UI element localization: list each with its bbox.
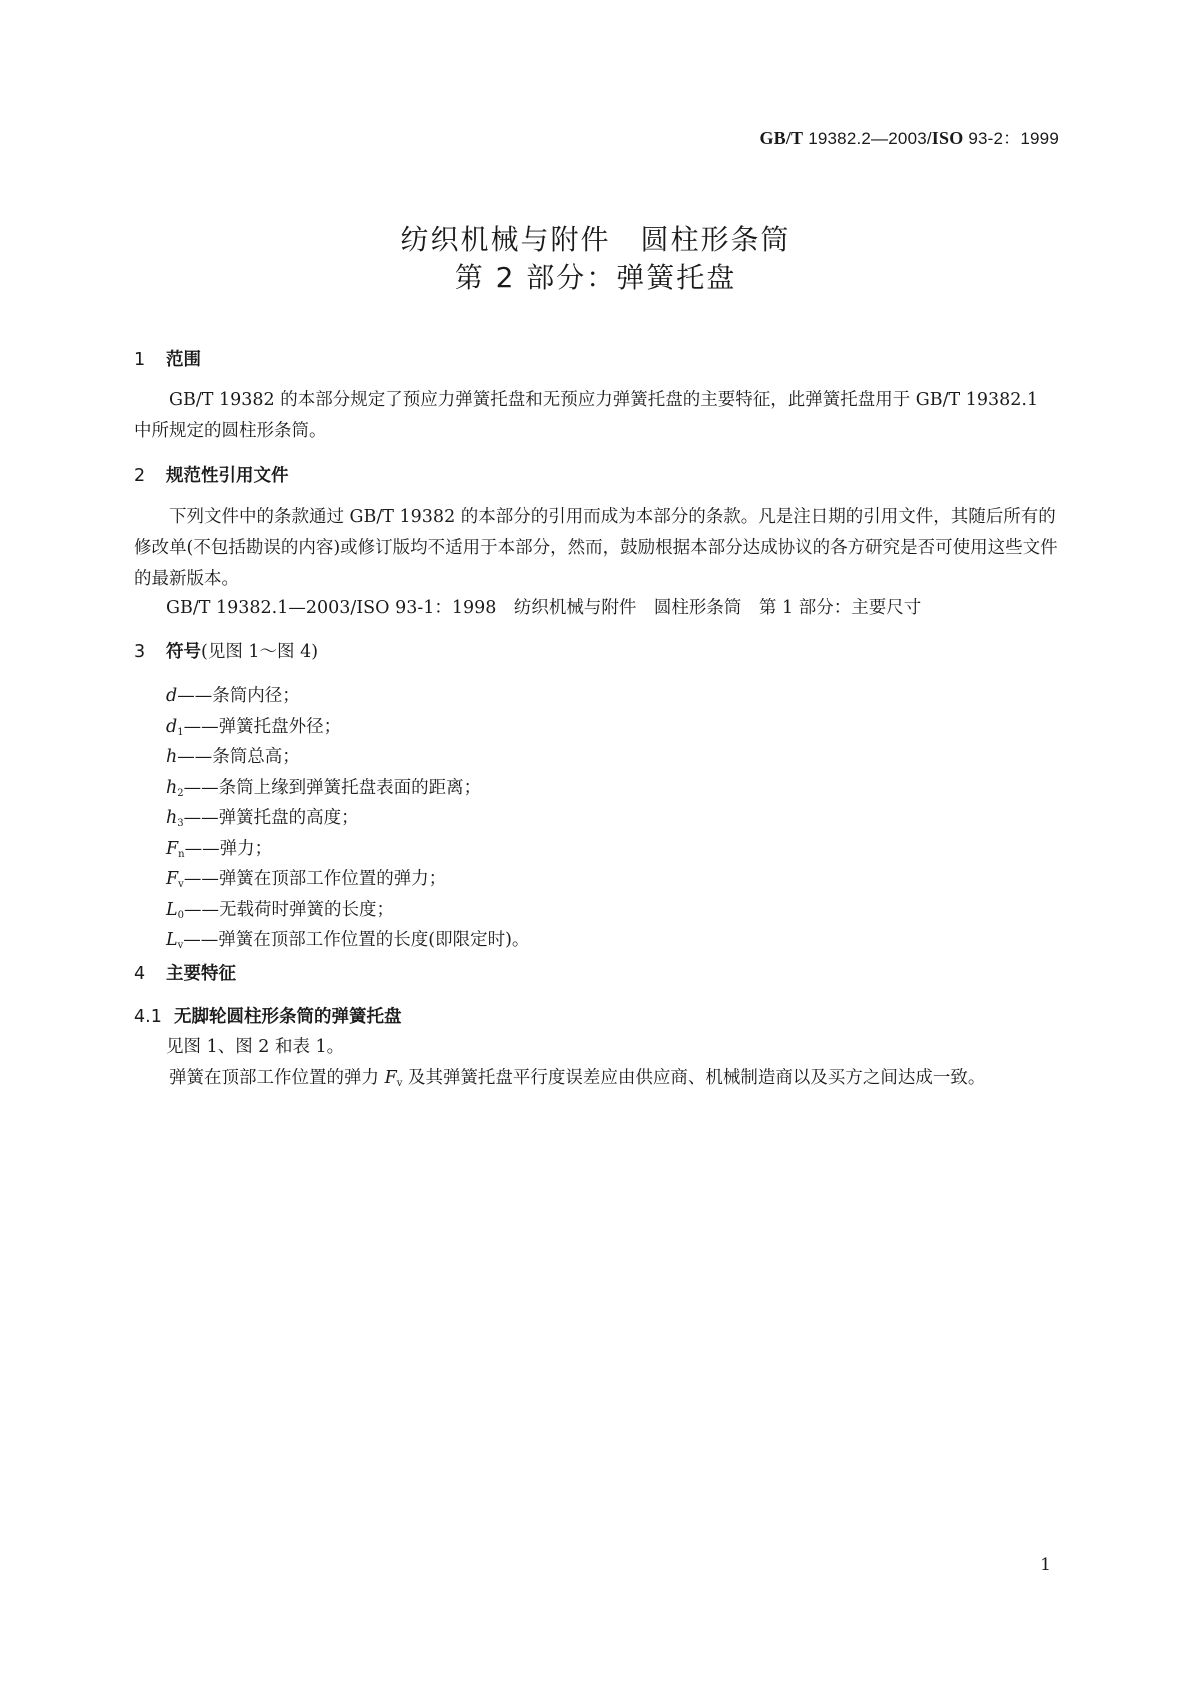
- symbol-description: ——条筒总高；: [177, 747, 300, 767]
- symbol-letter: d: [166, 686, 178, 706]
- section-4-heading: 4 主要特征: [134, 964, 236, 984]
- title-line-2: 第 2 部分：弹簧托盘: [454, 261, 737, 294]
- section-2-heading: 2 规范性引用文件: [134, 466, 289, 486]
- symbol-item: [166, 865, 446, 890]
- symbol-subscript: v: [177, 940, 184, 951]
- symbol-item: [166, 682, 300, 707]
- section-4-1-reference-line: 见图 1、图 2 和表 1。: [166, 1037, 345, 1057]
- symbol-letter: h: [166, 747, 178, 767]
- symbol-item: [166, 743, 300, 768]
- symbol-letter: F: [166, 838, 179, 859]
- section-1-paragraph: GB/T 19382 的本部分规定了预应力弹簧托盘和无预应力弹簧托盘的主要特征，此弹簧托盘用于 GB/T 19382.1 中所规定的圆柱形条筒。: [134, 390, 1039, 441]
- symbol-description: ——弹簧托盘的高度；: [183, 808, 359, 828]
- normative-reference: GB/T 19382.1—2003/ISO 93-1：1998 纺织机械与附件 圆柱形条筒 第 1 部分：主要尺寸: [166, 598, 922, 618]
- symbol-subscript: 2: [177, 787, 184, 799]
- symbol-description: ——无载荷时弹簧的长度；: [184, 899, 394, 920]
- symbol-letter: d: [166, 716, 178, 737]
- section-2-paragraph: 下列文件中的条款通过 GB/T 19382 的本部分的引用而成为本部分的条款。凡是注日期的引用文件，其随后所有的修改单(不包括勘误的内容)或修订版均不适用于本部分，然而，鼓励根据本部分达成协议的各方研究是否可使用这些文件的最新版本。: [134, 507, 1058, 589]
- symbol-description: ——条筒内径；: [177, 686, 300, 706]
- symbol-description: ——弹簧托盘外径；: [183, 716, 342, 737]
- standard-code: GB/T 19382.2—2003/ISO 93-2：1999: [759, 128, 1059, 148]
- symbol-item: [166, 774, 481, 799]
- symbol-subscript: 3: [177, 818, 184, 829]
- symbol-subscript: 0: [177, 909, 184, 921]
- symbol-subscript: v: [178, 879, 184, 890]
- title-line-1: 纺织机械与附件 圆柱形条筒: [400, 223, 791, 256]
- section-4-1-heading: 4.1 无脚轮圆柱形条筒的弹簧托盘: [134, 1007, 402, 1027]
- section-3-heading: 3 符号(见图 1～图 4): [134, 642, 319, 662]
- symbol-letter: L: [166, 899, 178, 920]
- page-number: 1: [1040, 1555, 1051, 1575]
- symbol-subscript: n: [178, 848, 185, 860]
- symbol-description: ——弹力；: [184, 838, 273, 859]
- section-1-heading: 1 范围: [134, 350, 201, 370]
- symbol-description: ——弹簧在顶部工作位置的弹力；: [183, 869, 447, 889]
- symbol-letter: h: [166, 808, 178, 828]
- symbol-letter: F: [166, 869, 179, 889]
- symbol-letter: h: [166, 777, 178, 798]
- symbol-description: ——弹簧在顶部工作位置的长度(即限定时)。: [183, 930, 530, 950]
- symbol-item: [166, 713, 341, 738]
- symbol-item: [166, 835, 272, 860]
- symbol-letter: L: [166, 930, 178, 950]
- symbol-subscript: 1: [177, 726, 184, 738]
- section-4-1-paragraph: 弹簧在顶部工作位置的弹力 $F_v$ 及其弹簧托盘平行度误差应由供应商、机械制造商以及买方之间达成一致。: [169, 1068, 986, 1089]
- symbol-F-v: $F_v$: [384, 1068, 403, 1089]
- symbol-item: [166, 804, 359, 829]
- symbol-item: [166, 896, 394, 921]
- symbol-item: [166, 926, 529, 951]
- symbol-description: ——条筒上缘到弹簧托盘表面的距离；: [183, 777, 482, 798]
